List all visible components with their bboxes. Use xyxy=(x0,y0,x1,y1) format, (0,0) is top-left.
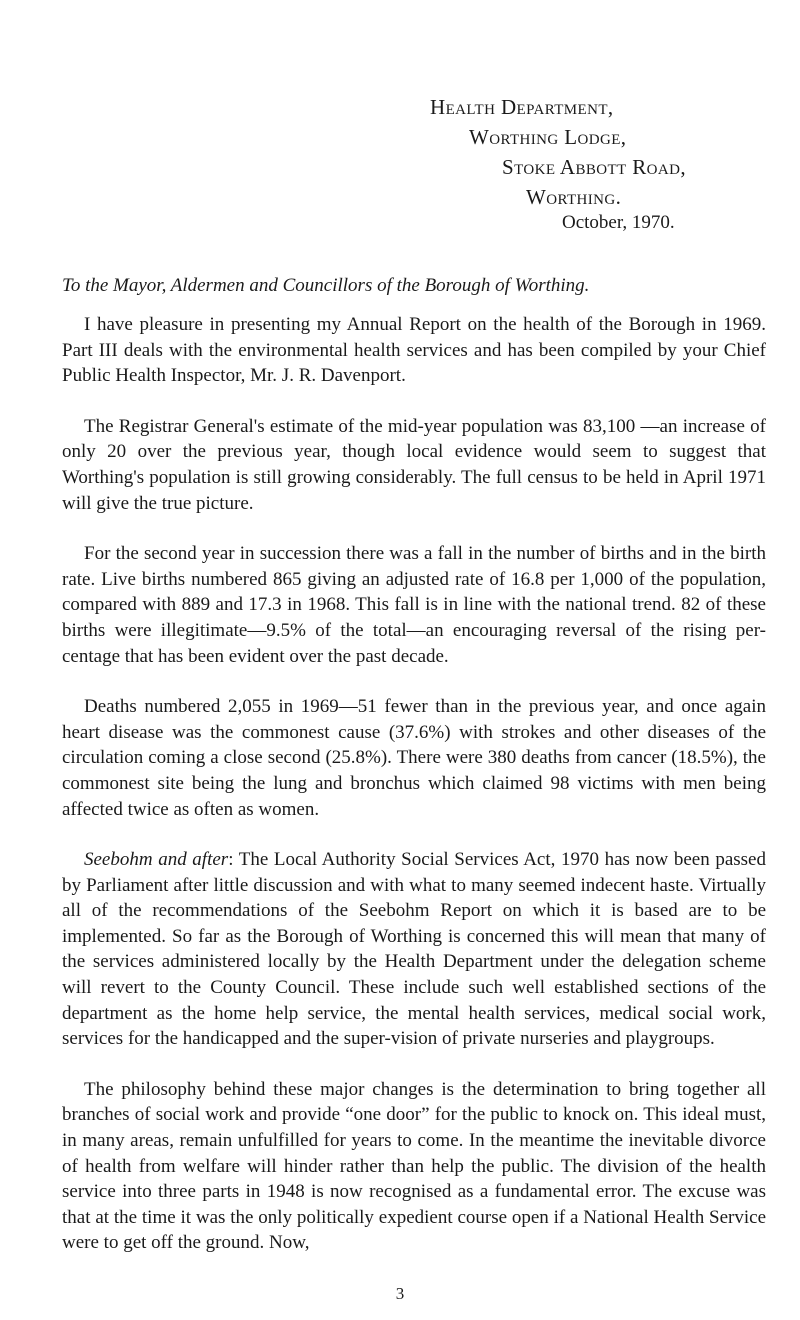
paragraph-deaths: Deaths numbered 2,055 in 1969—51 fewer than in the previous year, and once again heart disease was the commonest cause (37.6%) with strokes and other diseases of the circulation coming a close second (25.8%). There were 380 deaths from cancer (18.5%), the commonest site being the lung and bronchus which claimed 98 victims with men being affected twice as often as women. xyxy=(62,696,766,820)
paragraph-population: The Registrar General's estimate of the mid-year population was 83,100 —an increase of only 20 over the previous year, though local evidence would seem to suggest that Worthing's population is still growing considerably. The full census to be held in April 1971 will give the true picture. xyxy=(62,415,766,514)
address-line-building: Worthing Lodge, xyxy=(469,125,627,149)
salutation: To the Mayor, Aldermen and Councillors of the Borough of Worthing. xyxy=(62,275,590,296)
paragraph-births: For the second year in succession there was a fall in the number of births and in the birth rate. Live births numbered 865 giving an adjusted rate of 16.8 per 1,000 of the population, compared with 889 and 17.3 in 1968. This fall is in line with the national trend. 82 of these births were illegitimate—9.5% of the total—an encouraging reversal of the rising per-centage that has been evident over the past decade. xyxy=(62,543,766,667)
page-number: 3 xyxy=(395,1284,405,1303)
paragraph-philosophy: The philosophy behind these major changes is the determination to bring together all branches of social work and provide “one door” for the public to knock on. This ideal must, in many areas, remain unfulfilled for years to come. In the meantime the inevitable divorce of health from welfare will hinder rather than help the public. The division of the health service into three parts in 1948 is now recognised as a fundamental error. The excuse was that at the time it was the only politically expedient course open if a National Health Service were to get off the ground. Now, xyxy=(62,1078,766,1254)
address-line-department: Health Department, xyxy=(430,95,614,119)
paragraph-seebohm xyxy=(62,847,766,1052)
paragraph-introduction: I have pleasure in presenting my Annual Report on the health of the Borough in 1969. Part III deals with the environmental health services and has been compiled by your Chief Public Health Inspector, Mr. J. R. Davenport. xyxy=(62,314,766,387)
report-body xyxy=(62,312,766,1281)
paragraph-seebohm-text: : The Local Authority Social Services Act, 1970 has now been passed by Parliament after little discussion and with what to many seemed indecent haste. Virtually all of the recommendations of the Seebohm Report on which it is based are to be implemented. So far as the Borough of Worthing is concerned this will mean that many of the services administered locally by the Health Department under the delegation scheme will revert to the County Council. These include such well established sections of the department as the home help service, the mental health services, medical social work, services for the handicapped and the super-vision of private nurseries and playgroups. xyxy=(62,849,766,1050)
address-line-town: Worthing. xyxy=(526,185,622,209)
address-line-road: Stoke Abbott Road, xyxy=(502,155,687,179)
letter-date: October, 1970. xyxy=(562,212,675,233)
paragraph-seebohm-heading: Seebohm and after xyxy=(84,849,229,871)
